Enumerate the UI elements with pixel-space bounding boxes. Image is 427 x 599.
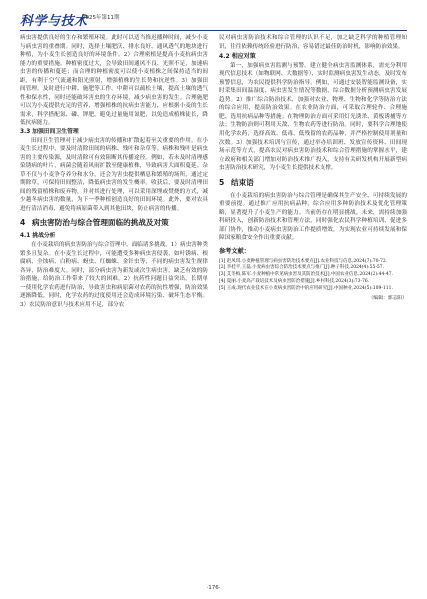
journal-logo: 科学与技术 — [20, 14, 88, 29]
right-column — [219, 34, 407, 303]
body-paragraph: 病虫害提供良好的生存和繁殖环境。此时可以适当推迟播种时间，减少小麦与病虫害的重叠期。同时，选择土壤肥沃、排水良好、通风透气的地块进行种植，为小麦生长创造良好的环境条件。2）合理密植是提高小麦抗病虫害能力的重要措施。种植密度过大，会导致田间通风不良、光照不足，加速病虫害的传播和蔓延；而合理的种植密度可以使小麦植株之间保持适当的间距，有利于空气流通和阳光照射，增强植株的生长势和抗逆性。3）加强田间管理。及时进行中耕、施肥等工作。中耕可以疏松土壤，提高土壤的透气性和保水性，同时还能破坏害虫的生存环境，减少病虫害的发生。合理施肥可以为小麦提供充足的营养，增强植株的抗病虫害能力，应根据小麦的生长需求，科学搭配氮、磷、钾肥，避免过量施用氮肥，以免造成植株徒长，降低抗病能力。 — [20, 35, 208, 127]
reference-item: [4] 夏丽.小麦高产栽培技术及病虫害防治措施[J].乡村科技,2024(3):73-76. — [219, 278, 370, 284]
subsection-heading-4-1: 4.1 挑战分析 — [20, 233, 56, 240]
page-header — [20, 10, 407, 29]
issue-label: 2025年第11期 — [82, 15, 120, 21]
section-title: 病虫害防治与综合管理面临的挑战及对策 — [32, 218, 169, 228]
body-paragraph: 第一，加强病虫害监测与预警。建立健全病虫害监测体系，需充分利用现代信息技术（如物联网、大数据等），实时监测病虫害发生动态，及时发布预警信息，为农民提供科学防治指导。例如，可通过安装智能监测设备，实时采集田间温湿度、病虫害发生情况等数据，综合数据分析预测病虫害发展趋势。2）推广综合防治技术，加强对农业、物理、生物和化学等防治方法的综合应用，提高防治效果。在农业防治方面，可采取合理轮作、合理施肥、选用抗病品种等措施；在物理防治方面可采用灯光诱杀、黄板诱捕等方法；生物防治则可利用天敌、生物农药等进行防治。同时，要科学合理地使用化学农药，选择高效、低毒、低残留的农药品种，并严格控制使用剂量和次数。3）加强技术培训与宣传，通过举办培训班、发放宣传资料、田间现场示范等方式，提高农民对病虫害防治技术和综合管理措施的掌握水平，建立政府和相关部门增加对防治技术推广投入，支持有关研发机构开展新型病虫害防治技术研究，为小麦生长提供技术支撑。 — [219, 62, 407, 172]
subsection-heading-4-2: 4.2 相应对策 — [219, 53, 256, 61]
page-number: ·176· — [206, 585, 221, 591]
section-number: 4 — [20, 218, 26, 228]
section-heading-4 — [20, 218, 208, 228]
body-paragraph: 田间卫生管理对于减少病虫害的传播和扩散起着至关重要的作用。在小麦生长过程中，要及时清除田间的病株、残叶和杂草等。病株和残叶是病虫害的主要传染源，及时清除可有效阻断其传播途径。例如，若未及时清理感染锈病的叶片，病菌会随着风雨扩散至健康植株，导致病害大面积蔓延。杂草不仅与小麦争夺养分和水分，还会为害虫提供栖息和繁殖的场所，通过定期除草，可保持田间整洁，降低病虫害的发生概率。收获后，要及时清理田间的残留植株和废弃物，并对其进行处理，可以采用深埋或焚烧的方式，减少越冬病虫害的数量，为下一季种植创造良好的田间环境。此外，要对农具进行清洁消毒，避免将病原菌带入到其他田块，防止病害的传播。 — [20, 137, 208, 212]
header-divider — [20, 30, 407, 31]
body-paragraph: 在小麦栽培的病虫害防治与综合管理是确保其生产安全、可持续发展的重要前提。通过推广应用抗病品种，综合应用多种防治技术及优化管理策略，显著提升了小麦生产的能力。当前仍存在明显挑战。未来，需持续加强科研投入，创新防治技术和管理方法，同时强化农民科学种植培训，促进多部门协作，推动小麦病虫害防治工作提质增效，为实现农业可持续发展和保障国家粮食安全作出重要贡献。 — [219, 192, 407, 242]
editor-note: （编辑：郭志阳） — [368, 295, 407, 301]
section-title: 结束语 — [231, 177, 254, 187]
references-heading: 参考文献： — [219, 248, 250, 256]
section-number: 5 — [219, 177, 225, 187]
left-column — [20, 34, 208, 309]
reference-item: [3] 艾冬梅,陈军.小麦种植中常见病虫害及其防治技术[J].中国农业信息,2024(2):44-47. — [219, 272, 394, 278]
subsection-heading-3-3: 3.3 加强田间卫生管理 — [20, 129, 79, 136]
body-paragraph: 在小麦栽培的病虫害防治与综合管理中，面临诸多挑战。1）病虫害种类繁多且复杂。在小麦生长过程中，可能遭受多种病虫害侵袭，如叶锈病、根腐病、全蚀病、白粉病、蚜虫、红蜘蛛、金针虫等，不同的病虫害发生规律各异，防治难度大。同时，部分病虫害为新发或次生病虫害，缺乏有效的防治措施，给防治工作带来了较大的困难。2）抗药性问题日益突出，长期单一使用化学农药进行防治，导致害虫和病原菌对农药的抗性增强，防治效果逐渐降低。同时，化学农药的过度使用还会造成环境污染、破坏生态平衡。3）农民防治意识与技术应用不足，部分农 — [20, 242, 208, 308]
body-paragraph: 民对病虫害防治技术和综合管理的认识不足，加之缺乏科学的种植管理知识，往往依赖传统经验进行防治，容易错过最佳防治时机，影响防治效果。 — [219, 35, 407, 50]
section-heading-5 — [219, 178, 407, 188]
reference-item: [1] 赵凤琪.小麦种植管理与病虫害防治技术要点[J].农业科技与信息,2024(7):70-72. — [219, 258, 388, 264]
reference-item: [5] 王成.现代农业技术在小麦病虫害防治中的应用研究[J].中国种业,2024(5):109-111. — [219, 285, 393, 291]
reference-item: [2] 李桂平,王磊.小麦病虫害综合防治技术要点与推广[J].种子科技,2024(4):55-57. — [219, 265, 385, 271]
